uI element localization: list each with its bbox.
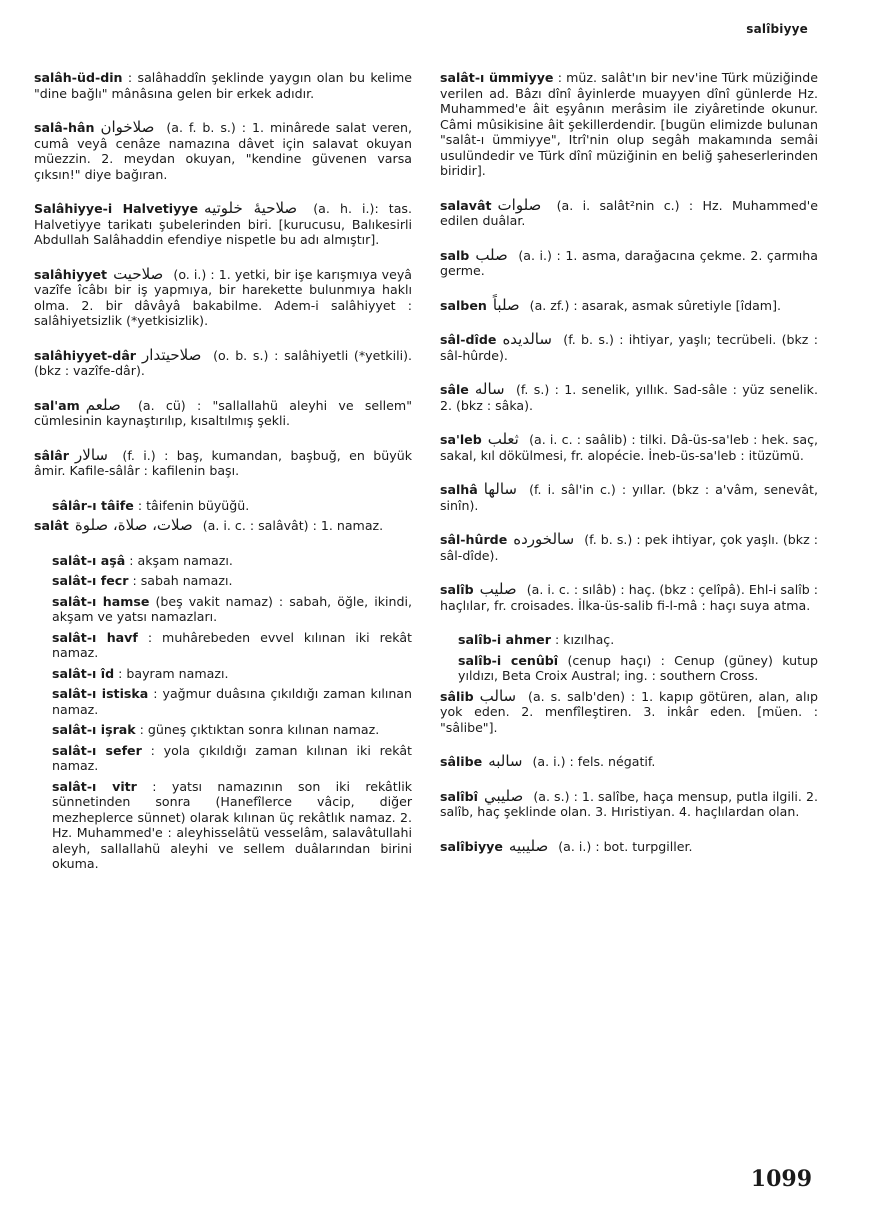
entry-definition: (a. s.) : 1. salîbe, haça mensup, putla ilgili. 2. salîb, haç şeklinde olan. 3. Hıristiyan. 4. haçlılardan olan. xyxy=(440,788,818,819)
dictionary-entry xyxy=(34,573,412,589)
entry-arabic-script: صلات، صلاة، صلوة xyxy=(74,516,193,534)
entry-arabic-script: سالخورده xyxy=(513,530,575,548)
dictionary-entry xyxy=(34,779,412,872)
entry-headword: salât-ı işrak xyxy=(52,722,136,737)
entry-definition: (a. i.) : fels. négatif. xyxy=(532,754,656,769)
dictionary-entry xyxy=(34,594,412,625)
entry-definition: (f. i. sâl'in c.) : yıllar. (bkz : a'vâm, senevât, sinîn). xyxy=(440,482,818,513)
dictionary-entry xyxy=(440,382,818,413)
entry-headword: salât-ı fecr xyxy=(52,573,129,588)
entry-arabic-script: صلاخوان xyxy=(100,118,155,136)
dictionary-entry xyxy=(440,532,818,563)
entry-definition: (cenup haçı) : Cenup (güney) kutup yıldızı, Beta Croix Austral; ing. : southern Cross. xyxy=(458,652,819,683)
entry-headword: sâl-hûrde xyxy=(440,532,508,547)
dictionary-entry xyxy=(34,201,412,248)
entry-definition: (f. i.) : baş, kumandan, başbuğ, en büyük âmir. Kafile-sâlâr : kafilenin başı. xyxy=(34,447,412,478)
entry-arabic-script: صلوات xyxy=(497,195,542,214)
entry-headword: salâ-hân xyxy=(34,120,95,135)
dictionary-entry xyxy=(440,332,818,363)
dictionary-entry xyxy=(34,345,412,379)
entry-headword: sa'leb xyxy=(440,432,482,447)
entry-headword: salât-ı istiska xyxy=(52,686,149,701)
dictionary-entry xyxy=(440,195,818,229)
dictionary-entry xyxy=(34,70,412,101)
dictionary-entry xyxy=(34,743,412,774)
dictionary-entry xyxy=(440,653,818,684)
entry-headword: salât-ı hamse xyxy=(52,593,150,609)
entry-headword: salâhiyyet xyxy=(34,266,108,282)
entry-definition: : sabah namazı. xyxy=(132,573,233,588)
entry-headword: salavât xyxy=(440,197,492,213)
entry-headword: salâhiyyet-dâr xyxy=(34,347,137,363)
entry-arabic-script: صليبيه xyxy=(508,836,549,855)
entry-arabic-script: سالب xyxy=(479,686,517,705)
entry-definition: (a. h. i.): tas. Halvetiyye tarikatı şubelerinden biri. [kurucusu, Balıkesirli Abdullah Salâhaddin efendiye nispetle bu adı almıştır]. xyxy=(34,201,412,247)
entry-definition: (a. f. b. s.) : 1. minârede salat veren, cumâ veyâ cenâze namazına dâvet için salavat okuyan müezzin. 2. meydan okuyan, "kendine güvenen varsa çıksın!" diye bağıran. xyxy=(34,120,412,182)
entry-headword: salât xyxy=(34,518,69,533)
dictionary-entry xyxy=(34,630,412,661)
dictionary-entry xyxy=(440,836,818,855)
dictionary-entry xyxy=(440,295,818,314)
entry-headword: salîbiyye xyxy=(440,838,503,854)
entry-arabic-script: صلب xyxy=(475,245,508,264)
entry-definition: (a. i. salât²nin c.) : Hz. Muhammed'e edilen duâlar. xyxy=(440,197,818,228)
dictionary-entry xyxy=(34,445,412,479)
entry-arabic-script: ساله xyxy=(474,380,505,398)
dictionary-entry xyxy=(440,686,818,736)
dictionary-entry xyxy=(440,432,818,463)
right-column xyxy=(440,70,818,873)
entry-headword: salîb xyxy=(440,582,474,597)
dictionary-entry xyxy=(34,395,412,429)
dictionary-entry xyxy=(440,632,818,648)
entry-definition: (a. i. c. : salâvât) : 1. namaz. xyxy=(202,518,384,533)
dictionary-entry xyxy=(440,786,818,820)
dictionary-entry xyxy=(440,70,818,179)
dictionary-entry xyxy=(34,120,412,182)
entry-headword: salât-ı sefer xyxy=(52,742,142,758)
entry-headword: sâlib xyxy=(440,688,474,704)
entry-definition: : kızılhaç. xyxy=(554,632,615,647)
entry-headword: salât-ı ümmiyye xyxy=(440,70,554,85)
entry-arabic-script: صلباً xyxy=(492,295,520,314)
entry-headword: salât-ı aşâ xyxy=(52,552,126,568)
entry-definition: (o. i.) : 1. yetki, bir işe karışmıya veyâ vazîfe îcâbı bir iş yapmıya, bir harekette bulunmıya haklı olma. 2. bir dâvâyâ bakabilme. Adem-i salâhiyyet : salâhiyetsizlik (*yetkisizlik). xyxy=(34,266,412,328)
entry-arabic-script: سالها xyxy=(483,480,517,498)
entry-arabic-script: سالبه xyxy=(488,752,523,770)
entry-definition: : muhârebeden evvel kılınan iki rekât namaz. xyxy=(52,629,412,660)
entry-headword: salhâ xyxy=(440,482,478,497)
entry-definition: (a. zf.) : asarak, asmak sûretiyle [îdam]. xyxy=(529,297,781,313)
dictionary-entry xyxy=(34,666,412,682)
entry-definition: : salâhaddîn şeklinde yaygın olan bu kelime "dine bağlı" mânâsına gelen bir erkek adıdır. xyxy=(34,70,412,101)
entry-headword: salât-ı havf xyxy=(52,629,138,645)
entry-arabic-script: صلاحيۀ خلوتيه xyxy=(204,199,298,217)
entry-headword: sâlâr xyxy=(34,447,70,463)
entry-headword: sâle xyxy=(440,382,469,397)
entry-definition: (a. i. c. : sılâb) : haç. (bkz : çelîpâ). Ehl-i salîb : haçlılar, fr. croisades. İlka-üs-salib fi-l-mâ : haçı suya atma. xyxy=(440,582,818,613)
entry-headword: sâlâr-ı tâife xyxy=(52,497,134,513)
entry-arabic-script: صلاحيت xyxy=(113,264,164,283)
entry-definition: (a. i.) : bot. turpgiller. xyxy=(558,838,693,854)
entry-definition: : tâifenin büyüğü. xyxy=(137,497,250,513)
entry-definition: : yatsı namazının son iki rekâtlik sünnetinden sonra (Hanefîlerce vâcip, diğer mezheplerce sünnet) olarak kılınan üç rekâtlık namaz. 2. Hz. Muhammed'e : aleyhisselâtü vesselâm, salavâtullahi aleyh, sallallahü aleyhi ve sellem duâlarından birini okuma. xyxy=(52,778,412,871)
entry-definition: (f. b. s.) : pek ihtiyar, çok yaşlı. (bkz : sâl-dîde). xyxy=(440,532,818,563)
entry-definition: (a. i.) : 1. asma, darağacına çekme. 2. çarmıha germe. xyxy=(440,247,818,278)
entry-definition: : güneş çıktıktan sonra kılınan namaz. xyxy=(139,722,380,737)
entry-arabic-script: صلعم xyxy=(85,395,121,414)
entry-definition: (beş vakit namaz) : sabah, öğle, ikindi, akşam ve yatsı namazları. xyxy=(52,593,412,624)
entry-headword: Salâhiyye-i Halvetiyye xyxy=(34,201,199,216)
entry-headword: salât-ı vitr xyxy=(52,778,137,794)
entry-arabic-script: ثعلب xyxy=(487,430,519,448)
entry-headword: sal'am xyxy=(34,397,80,413)
dictionary-entry xyxy=(34,722,412,738)
entry-headword: salîb-i ahmer xyxy=(458,632,551,647)
entry-headword: sâlibe xyxy=(440,754,483,769)
page-number: 1099 xyxy=(750,1166,812,1192)
dictionary-entry xyxy=(440,245,818,279)
entry-definition: (a. cü) : "sallallahü aleyhi ve sellem" cümlesinin kaynaştırılıp, kısaltılmış şekli. xyxy=(34,397,412,428)
entry-arabic-script: سالديده xyxy=(502,330,552,348)
entry-arabic-script: صلاحيتدار xyxy=(142,345,202,364)
dictionary-entry xyxy=(440,754,818,770)
running-head: salîbiyye xyxy=(746,22,808,36)
entry-headword: salâh-üd-din xyxy=(34,70,123,85)
entry-definition: (a. i. c. : saâlib) : tilki. Dâ-üs-sa'leb : hek. saç, sakal, kıl dökülmesi, fr. alopécie. İneb-üs-sa'leb : itüzümü. xyxy=(440,432,818,463)
entry-definition: (o. b. s.) : salâhiyetli (*yetkili). (bkz : vazîfe-dâr). xyxy=(34,347,412,378)
entry-arabic-script: سالار xyxy=(75,445,108,464)
dictionary-entry xyxy=(34,686,412,717)
entry-definition: (a. s. salb'den) : 1. kapıp götüren, alan, alıp yok eden. 2. menfîleştiren. 3. inkâr eden. [müen. : "sâlibe"]. xyxy=(440,688,818,735)
entry-definition: : müz. salât'ın bir nev'ine Türk müziğinde verilen ad. Bâzı dînî âyinlerde muayyen dînî günlerde Hz. Muhammed'e âit eşyânın merâsim ile ziyâretinde okunur. Câmi mûsikisine âit şekillerdendir. [bugün elimizde bulunan "salât-ı ümmiyye", Itrî'nin olup segâh makamında semâi usulündedir ve Türk dînî müziğinin en beliğ şaheserlerinden biridir]. xyxy=(440,70,818,178)
entry-arabic-script: صليبي xyxy=(483,786,524,805)
entry-headword: salîb-i cenûbî xyxy=(458,652,559,668)
entry-headword: sâl-dîde xyxy=(440,332,497,347)
entry-definition: : yağmur duâsına çıkıldığı zaman kılınan namaz. xyxy=(52,686,412,717)
entry-headword: salîbî xyxy=(440,788,478,804)
dictionary-entry xyxy=(440,582,818,613)
entry-arabic-script: صليب xyxy=(479,580,517,598)
dictionary-entry xyxy=(34,264,412,329)
entry-headword: salben xyxy=(440,297,487,313)
dictionary-entry xyxy=(34,498,412,514)
entry-definition: (f. b. s.) : ihtiyar, yaşlı; tecrübeli. (bkz : sâl-hûrde). xyxy=(440,332,818,363)
entry-definition: : yola çıkıldığı zaman kılınan iki rekât namaz. xyxy=(52,742,412,773)
entry-definition: (f. s.) : 1. senelik, yıllık. Sad-sâle : yüz senelik. 2. (bkz : sâka). xyxy=(440,382,818,413)
left-column xyxy=(34,70,412,877)
entry-headword: salât-ı îd xyxy=(52,665,115,681)
entry-definition: : bayram namazı. xyxy=(118,665,229,681)
entry-definition: : akşam namazı. xyxy=(129,552,233,568)
dictionary-entry xyxy=(34,518,412,534)
dictionary-entry xyxy=(34,553,412,569)
dictionary-entry xyxy=(440,482,818,513)
entry-headword: salb xyxy=(440,247,470,263)
